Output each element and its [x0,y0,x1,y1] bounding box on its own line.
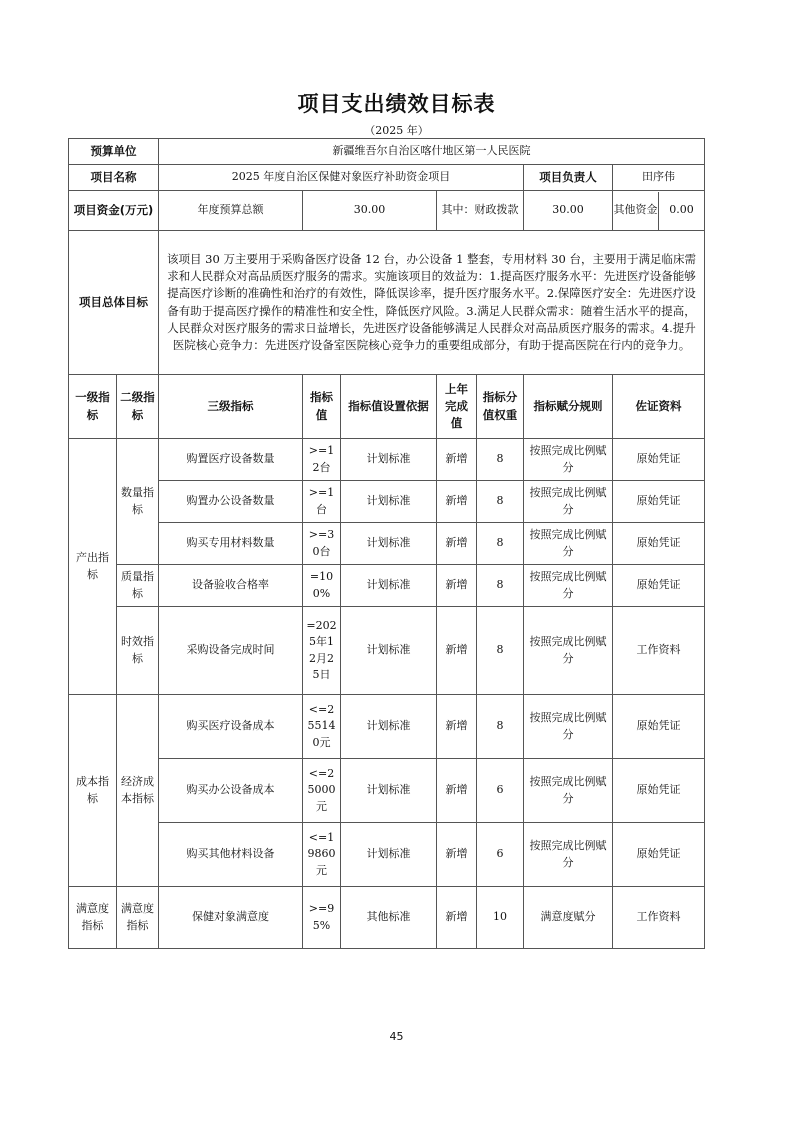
indicator-name: 购买专用材料数量 [159,523,303,565]
table-row [69,523,705,565]
indicator-basis: 计划标准 [341,607,437,695]
table-row [69,565,705,607]
table-row [69,439,705,481]
project-leader-label: 项目负责人 [524,165,613,191]
indicator-value: <=19860元 [303,823,341,887]
indicator-evidence: 工作资料 [613,607,705,695]
overall-goal-label: 项目总体目标 [69,231,159,375]
indicator-rule: 满意度赋分 [524,887,613,949]
indicator-last-year: 新增 [437,695,477,759]
indicator-value: <=25000元 [303,759,341,823]
indicator-value: <=255140元 [303,695,341,759]
col-weight: 指标分值权重 [477,375,524,439]
table-row [69,887,705,949]
indicator-basis: 计划标准 [341,439,437,481]
group-satisfaction-sub: 满意度指标 [117,887,159,949]
indicator-rule: 按照完成比例赋分 [524,565,613,607]
col-rule: 指标赋分规则 [524,375,613,439]
page-year: （2025 年） [364,124,429,137]
page-title: 项目支出绩效目标表 [297,92,496,116]
project-name-label: 项目名称 [69,165,159,191]
group-cost: 成本指标 [69,695,117,887]
col-basis: 指标值设置依据 [341,375,437,439]
indicator-basis: 其他标准 [341,887,437,949]
annual-budget-value: 30.00 [303,191,437,231]
indicator-name: 购买医疗设备成本 [159,695,303,759]
indicator-rule: 按照完成比例赋分 [524,759,613,823]
indicator-value: >=30台 [303,523,341,565]
indicator-weight: 8 [477,523,524,565]
indicator-last-year: 新增 [437,481,477,523]
indicator-basis: 计划标准 [341,565,437,607]
group-timeliness: 时效指标 [117,607,159,695]
indicator-value: >=12台 [303,439,341,481]
indicator-name: 购置办公设备数量 [159,481,303,523]
group-quantity: 数量指标 [117,439,159,565]
indicator-last-year: 新增 [437,759,477,823]
indicator-name: 购买办公设备成本 [159,759,303,823]
indicator-evidence: 原始凭证 [613,481,705,523]
fiscal-allocation-value: 30.00 [524,191,613,231]
indicator-evidence: 原始凭证 [613,565,705,607]
indicator-last-year: 新增 [437,565,477,607]
project-leader-value: 田序伟 [613,165,705,191]
indicator-last-year: 新增 [437,439,477,481]
other-funds-cell [613,191,705,231]
table-row [69,695,705,759]
indicator-name: 购买其他材料设备 [159,823,303,887]
column-header-row [69,375,705,439]
indicator-last-year: 新增 [437,823,477,887]
indicator-rule: 按照完成比例赋分 [524,439,613,481]
indicator-weight: 10 [477,887,524,949]
group-quality: 质量指标 [117,565,159,607]
indicator-name: 购置医疗设备数量 [159,439,303,481]
indicator-evidence: 原始凭证 [613,695,705,759]
page-number: 45 [389,1030,404,1043]
indicator-last-year: 新增 [437,523,477,565]
indicator-weight: 8 [477,439,524,481]
annual-budget-label: 年度预算总额 [159,191,303,231]
indicator-value: =100% [303,565,341,607]
indicator-value: >=95% [303,887,341,949]
indicator-weight: 6 [477,759,524,823]
indicator-name: 采购设备完成时间 [159,607,303,695]
col-evidence: 佐证资料 [613,375,705,439]
indicator-evidence: 原始凭证 [613,439,705,481]
indicator-rule: 按照完成比例赋分 [524,481,613,523]
indicator-name: 保健对象满意度 [159,887,303,949]
group-output: 产出指标 [69,439,117,695]
indicator-name: 设备验收合格率 [159,565,303,607]
overall-goal-text: 该项目 30 万主要用于采购备医疗设备 12 台，办公设备 1 整套，专用材料 30 台，主要用于满足临床需求和人民群众对高品质医疗服务的需求。实施该项目的效益为：1.提高医疗服务水平：先进医疗设备能够提高医疗诊断的准确性和治疗的有效性，降低误诊率，提升医疗服务水平。2.保障医疗安全：先进医疗设备有助于提高医疗操作的精准性和安全性，降低医疗风险。3.满足人民群众需求：随着生活水平的提高，人民群众对医疗服务的需求日益增长，先进医疗设备能够满足人民群众对高品质医疗服务的需求。4.提升医院核心竞争力：先进医疗设备室医院核心竞争力的重要组成部分，有助于提高医院在行内的竞争力。 [159,231,705,375]
other-funds-label: 其他资金 [613,192,659,230]
indicator-value: =2025年12月25日 [303,607,341,695]
indicator-value: >=1台 [303,481,341,523]
col-level3: 三级指标 [159,375,303,439]
project-fund-label: 项目资金(万元) [69,191,159,231]
col-last-year: 上年完成值 [437,375,477,439]
indicator-basis: 计划标准 [341,481,437,523]
table-row [69,481,705,523]
indicator-weight: 8 [477,695,524,759]
indicator-basis: 计划标准 [341,695,437,759]
budget-unit-row [69,139,705,165]
indicator-basis: 计划标准 [341,759,437,823]
table-row [69,759,705,823]
indicator-rule: 按照完成比例赋分 [524,695,613,759]
col-level2: 二级指标 [117,375,159,439]
project-fund-row [69,191,705,231]
col-value: 指标值 [303,375,341,439]
table-row [69,607,705,695]
col-level1: 一级指标 [69,375,117,439]
indicator-weight: 8 [477,607,524,695]
indicator-last-year: 新增 [437,607,477,695]
indicator-weight: 8 [477,481,524,523]
indicator-basis: 计划标准 [341,823,437,887]
indicator-weight: 6 [477,823,524,887]
group-economic-cost: 经济成本指标 [117,695,159,887]
budget-unit-value: 新疆维吾尔自治区喀什地区第一人民医院 [159,139,705,165]
indicator-rule: 按照完成比例赋分 [524,523,613,565]
indicator-evidence: 工作资料 [613,887,705,949]
indicator-evidence: 原始凭证 [613,823,705,887]
project-name-row [69,165,705,191]
indicator-weight: 8 [477,565,524,607]
table-row [69,823,705,887]
indicator-rule: 按照完成比例赋分 [524,607,613,695]
indicator-rule: 按照完成比例赋分 [524,823,613,887]
indicator-evidence: 原始凭证 [613,523,705,565]
group-satisfaction: 满意度指标 [69,887,117,949]
other-funds-value: 0.00 [669,203,694,217]
indicator-basis: 计划标准 [341,523,437,565]
overall-goal-row [69,231,705,375]
budget-unit-label: 预算单位 [69,139,159,165]
indicator-evidence: 原始凭证 [613,759,705,823]
project-name-value: 2025 年度自治区保健对象医疗补助资金项目 [159,165,524,191]
indicator-last-year: 新增 [437,887,477,949]
fiscal-allocation-label: 其中：财政拨款 [437,191,524,231]
performance-table [68,138,705,949]
